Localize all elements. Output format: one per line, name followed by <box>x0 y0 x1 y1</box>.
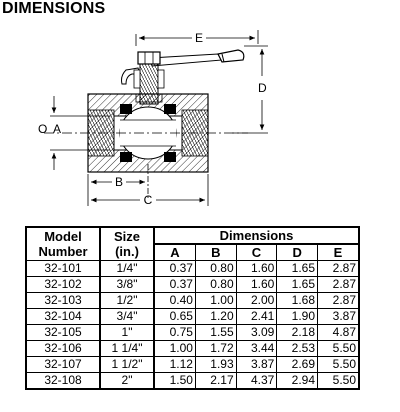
cell-dim-b: 0.80 <box>195 277 236 293</box>
cell-model: 32-101 <box>26 261 100 277</box>
cell-size: 1 1/2" <box>100 357 154 373</box>
dimension-e <box>136 30 258 46</box>
header-model-number: Model Number <box>26 227 100 261</box>
cell-dim-a: 0.65 <box>154 309 195 325</box>
cell-model: 32-108 <box>26 373 100 390</box>
table-row <box>26 293 359 309</box>
cell-dim-e: 3.87 <box>318 309 359 325</box>
cell-model: 32-107 <box>26 357 100 373</box>
cell-dim-e: 2.87 <box>318 277 359 293</box>
cell-dim-c: 1.60 <box>236 277 277 293</box>
cell-dim-e: 4.87 <box>318 325 359 341</box>
header-dimensions: Dimensions <box>154 227 359 244</box>
cell-dim-b: 1.55 <box>195 325 236 341</box>
table-row <box>26 277 359 293</box>
header-col-e: E <box>318 244 359 261</box>
label-d: D <box>258 81 267 95</box>
header-col-b: B <box>195 244 236 261</box>
cell-dim-a: 0.37 <box>154 277 195 293</box>
label-a: A <box>53 122 62 136</box>
cell-size: 2" <box>100 373 154 390</box>
table-row <box>26 261 359 277</box>
cell-dim-c: 2.41 <box>236 309 277 325</box>
cell-dim-d: 2.53 <box>277 341 318 357</box>
header-col-c: C <box>236 244 277 261</box>
cell-size: 3/8" <box>100 277 154 293</box>
label-e: E <box>194 31 204 45</box>
table-row <box>26 325 359 341</box>
cell-dim-c: 4.37 <box>236 373 277 390</box>
cell-dim-d: 1.90 <box>277 309 318 325</box>
table-row <box>26 341 359 357</box>
table-row <box>26 309 359 325</box>
page-title: DIMENSIONS <box>2 0 106 17</box>
table-row <box>26 373 359 390</box>
cell-size: 1/4" <box>100 261 154 277</box>
cell-dim-c: 3.87 <box>236 357 277 373</box>
label-c: C <box>143 193 153 207</box>
cell-dim-c: 3.44 <box>236 341 277 357</box>
table-row <box>26 357 359 373</box>
cell-dim-d: 2.18 <box>277 325 318 341</box>
label-o: O <box>38 122 48 136</box>
cell-size: 1/2" <box>100 293 154 309</box>
cell-size: 1" <box>100 325 154 341</box>
cell-dim-e: 2.87 <box>318 261 359 277</box>
cell-dim-d: 2.69 <box>277 357 318 373</box>
cell-dim-a: 1.00 <box>154 341 195 357</box>
header-col-d: D <box>277 244 318 261</box>
cell-dim-e: 5.50 <box>318 341 359 357</box>
cell-dim-a: 0.37 <box>154 261 195 277</box>
cell-dim-a: 1.50 <box>154 373 195 390</box>
cell-dim-e: 5.50 <box>318 357 359 373</box>
cell-model: 32-104 <box>26 309 100 325</box>
cell-dim-b: 1.72 <box>195 341 236 357</box>
cell-dim-b: 1.93 <box>195 357 236 373</box>
header-col-a: A <box>154 244 195 261</box>
cell-size: 1 1/4" <box>100 341 154 357</box>
label-b: B <box>114 175 124 189</box>
cell-dim-b: 1.00 <box>195 293 236 309</box>
cell-dim-e: 5.50 <box>318 373 359 390</box>
cell-dim-a: 0.40 <box>154 293 195 309</box>
cell-dim-b: 2.17 <box>195 373 236 390</box>
cell-model: 32-103 <box>26 293 100 309</box>
cell-size: 3/4" <box>100 309 154 325</box>
valve-dimension-drawing <box>0 14 400 220</box>
cell-dim-c: 1.60 <box>236 261 277 277</box>
header-size: Size (in.) <box>100 227 154 261</box>
cell-dim-d: 1.65 <box>277 261 318 277</box>
dimensions-table <box>25 226 360 390</box>
cell-model: 32-105 <box>26 325 100 341</box>
cell-dim-d: 2.94 <box>277 373 318 390</box>
cell-dim-d: 1.65 <box>277 277 318 293</box>
cell-dim-b: 1.20 <box>195 309 236 325</box>
cell-dim-d: 1.68 <box>277 293 318 309</box>
cell-dim-c: 3.09 <box>236 325 277 341</box>
cell-dim-c: 2.00 <box>236 293 277 309</box>
cell-dim-a: 1.12 <box>154 357 195 373</box>
cell-model: 32-106 <box>26 341 100 357</box>
cell-model: 32-102 <box>26 277 100 293</box>
cell-dim-a: 0.75 <box>154 325 195 341</box>
cell-dim-b: 0.80 <box>195 261 236 277</box>
cell-dim-e: 2.87 <box>318 293 359 309</box>
